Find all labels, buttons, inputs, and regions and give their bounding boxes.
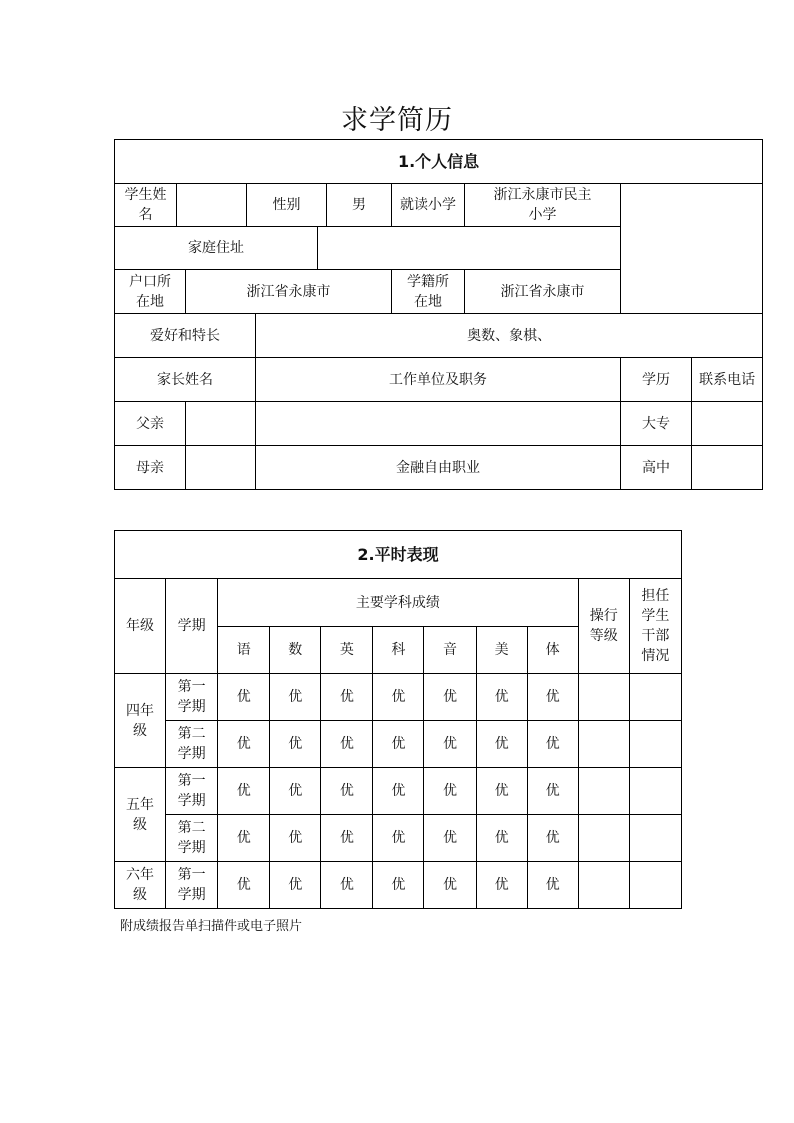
conduct-header: 操行等级 xyxy=(578,579,629,674)
conduct-cell[interactable] xyxy=(578,862,629,909)
score-cell[interactable]: 优 xyxy=(270,768,321,815)
score-cell[interactable]: 优 xyxy=(270,721,321,768)
score-cell[interactable]: 优 xyxy=(527,862,578,909)
school-label: 就读小学 xyxy=(392,184,465,227)
performance-heading: 2.平时表现 xyxy=(115,531,682,579)
conduct-cell[interactable] xyxy=(578,721,629,768)
subject-header: 语 xyxy=(218,627,270,674)
hobby-label: 爱好和特长 xyxy=(115,314,256,358)
school-value[interactable]: 浙江永康市民主小学 xyxy=(465,184,621,227)
subject-header: 美 xyxy=(476,627,527,674)
score-cell[interactable]: 优 xyxy=(424,674,476,721)
gender-label: 性别 xyxy=(247,184,327,227)
hukou-value[interactable]: 浙江省永康市 xyxy=(186,270,392,314)
grade-label: 四年级 xyxy=(115,674,166,768)
photo-box xyxy=(621,184,763,314)
score-cell[interactable]: 优 xyxy=(424,862,476,909)
parent-row xyxy=(115,402,763,446)
score-cell[interactable]: 优 xyxy=(527,674,578,721)
term-label: 第一学期 xyxy=(166,674,218,721)
hobby-value[interactable]: 奥数、象棋、 xyxy=(256,314,763,358)
score-cell[interactable]: 优 xyxy=(270,862,321,909)
score-cell[interactable]: 优 xyxy=(373,862,424,909)
parent-education-header: 学历 xyxy=(621,358,692,402)
score-cell[interactable]: 优 xyxy=(424,768,476,815)
subjects-header: 主要学科成绩 xyxy=(218,579,579,627)
cadre-cell[interactable] xyxy=(629,815,681,862)
parent-phone[interactable] xyxy=(692,446,763,490)
score-cell[interactable]: 优 xyxy=(527,815,578,862)
score-cell[interactable]: 优 xyxy=(321,862,373,909)
grade-header: 年级 xyxy=(115,579,166,674)
xueji-value[interactable]: 浙江省永康市 xyxy=(465,270,621,314)
term-label: 第一学期 xyxy=(166,862,218,909)
score-cell[interactable]: 优 xyxy=(373,815,424,862)
parent-education[interactable]: 大专 xyxy=(621,402,692,446)
cadre-header: 担任学生干部情况 xyxy=(629,579,681,674)
conduct-cell[interactable] xyxy=(578,674,629,721)
score-cell[interactable]: 优 xyxy=(218,768,270,815)
term-label: 第二学期 xyxy=(166,721,218,768)
score-cell[interactable]: 优 xyxy=(270,674,321,721)
score-cell[interactable]: 优 xyxy=(476,768,527,815)
cadre-cell[interactable] xyxy=(629,862,681,909)
score-cell[interactable]: 优 xyxy=(321,768,373,815)
performance-table xyxy=(114,530,682,909)
score-cell[interactable]: 优 xyxy=(373,721,424,768)
footnote: 附成绩报告单扫描件或电子照片 xyxy=(120,919,303,934)
score-cell[interactable]: 优 xyxy=(476,815,527,862)
score-cell[interactable]: 优 xyxy=(424,721,476,768)
gender-value[interactable]: 男 xyxy=(327,184,392,227)
parent-work[interactable]: 金融自由职业 xyxy=(256,446,621,490)
parent-phone[interactable] xyxy=(692,402,763,446)
term-label: 第一学期 xyxy=(166,768,218,815)
parent-relation: 父亲 xyxy=(115,402,186,446)
page-title: 求学简历 xyxy=(341,105,453,136)
parent-name[interactable] xyxy=(186,402,256,446)
parent-work[interactable] xyxy=(256,402,621,446)
score-cell[interactable]: 优 xyxy=(321,815,373,862)
student-name-label: 学生姓名 xyxy=(115,184,177,227)
parent-phone-header: 联系电话 xyxy=(692,358,763,402)
grade-term-row xyxy=(115,768,682,815)
subject-header: 音 xyxy=(424,627,476,674)
cadre-cell[interactable] xyxy=(629,674,681,721)
conduct-cell[interactable] xyxy=(578,815,629,862)
cadre-cell[interactable] xyxy=(629,768,681,815)
grade-term-row xyxy=(115,674,682,721)
score-cell[interactable]: 优 xyxy=(476,674,527,721)
address-label: 家庭住址 xyxy=(115,227,318,270)
subject-header: 体 xyxy=(527,627,578,674)
score-cell[interactable]: 优 xyxy=(476,862,527,909)
conduct-cell[interactable] xyxy=(578,768,629,815)
score-cell[interactable]: 优 xyxy=(218,674,270,721)
subject-header: 科 xyxy=(373,627,424,674)
parent-name-header: 家长姓名 xyxy=(115,358,256,402)
score-cell[interactable]: 优 xyxy=(527,768,578,815)
score-cell[interactable]: 优 xyxy=(218,815,270,862)
parent-work-header: 工作单位及职务 xyxy=(256,358,621,402)
term-label: 第二学期 xyxy=(166,815,218,862)
parent-education[interactable]: 高中 xyxy=(621,446,692,490)
cadre-cell[interactable] xyxy=(629,721,681,768)
score-cell[interactable]: 优 xyxy=(218,721,270,768)
score-cell[interactable]: 优 xyxy=(321,674,373,721)
score-cell[interactable]: 优 xyxy=(270,815,321,862)
grade-label: 六年级 xyxy=(115,862,166,909)
score-cell[interactable]: 优 xyxy=(218,862,270,909)
subject-header: 英 xyxy=(321,627,373,674)
score-cell[interactable]: 优 xyxy=(424,815,476,862)
term-header: 学期 xyxy=(166,579,218,674)
score-cell[interactable]: 优 xyxy=(476,721,527,768)
student-name-value[interactable] xyxy=(177,184,247,227)
personal-info-table xyxy=(114,139,763,490)
grade-term-row xyxy=(115,721,682,768)
xueji-label: 学籍所在地 xyxy=(392,270,465,314)
score-cell[interactable]: 优 xyxy=(373,674,424,721)
score-cell[interactable]: 优 xyxy=(321,721,373,768)
grade-label: 五年级 xyxy=(115,768,166,862)
score-cell[interactable]: 优 xyxy=(373,768,424,815)
subject-header: 数 xyxy=(270,627,321,674)
personal-info-heading: 1.个人信息 xyxy=(115,140,763,184)
hukou-label: 户口所在地 xyxy=(115,270,186,314)
parent-name[interactable] xyxy=(186,446,256,490)
score-cell[interactable]: 优 xyxy=(527,721,578,768)
grade-term-row xyxy=(115,862,682,909)
address-value[interactable] xyxy=(318,227,621,270)
parent-row xyxy=(115,446,763,490)
parent-relation: 母亲 xyxy=(115,446,186,490)
grade-term-row xyxy=(115,815,682,862)
